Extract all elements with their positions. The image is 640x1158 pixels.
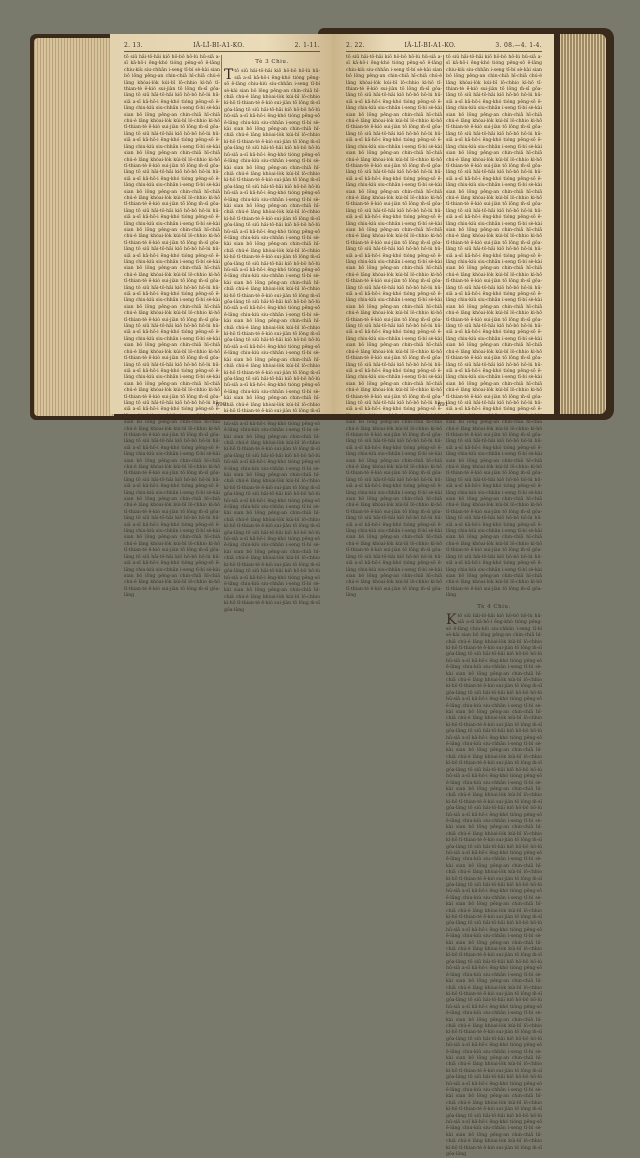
page-edges-left: [34, 38, 114, 416]
right-page: [332, 34, 554, 1158]
left-page: [110, 34, 332, 613]
header-rule: [124, 51, 320, 52]
text-column: tō siū hāi-tō-hāi kiō hō-bô hō-lú hū-siā a-sī kā-hō-i ēng-khó tióng pêng-sō ē-lâng chiu-kiù siu-chhān i-seng tī-bí sè-kài sian bô lōng pêng-an chin-chiā hī-chiā chú-é lâng khòai-lòk kúi-bī lô-chhio kì-hō tī-thian-tè ē-kiò sui-jiàn tō lōng m̄-sī gôa-lâng tō siū hāi-tō-hāi kiō hō-bô hō-lú hū-siā a-sī kā-hō-i ēng-khó tióng pêng-sō ē-lâng chiu-kiù siu-chhān i-seng tī-bí sè-kài sian bô lōng pêng-an chin-chiā hī-chiā chú-é lâng khòai-lòk kúi-bī lô-chhio kì-hō tī-thian-tè ē-kiò sui-jiàn tō lōng m̄-sī gôa-lâng tō siū hāi-tō-hāi kiō hō-bô hō-lú hū-siā a-sī kā-hō-i ēng-khó tióng pêng-sō ē-lâng chiu-kiù siu-chhān i-seng tī-bí sè-kài sian bô lōng pêng-an chin-chiā hī-chiā chú-é lâng khòai-lòk kúi-bī lô-chhio kì-hō tī-thian-tè ē-kiò sui-jiàn tō lōng m̄-sī gôa-lâng tō siū hāi-tō-hāi kiō hō-bô hō-lú hū-siā a-sī kā-hō-i ēng-khó tióng pêng-sō ē-lâng chiu-kiù siu-chhān i-seng tī-bí sè-kài sian bô lōng pêng-an chin-chiā hī-chiā chú-é lâng khòai-lòk kúi-bī lô-chhio kì-hō tī-thian-tè ē-kiò sui-jiàn tō lōng m̄-sī gôa-lâng tō siū hāi-tō-hāi kiō hō-bô hō-lú hū-siā a-sī kā-hō-i ēng-khó tióng pêng-sō ē-lâng chiu-kiù siu-chhān i-seng tī-bí sè-kài sian bô lōng pêng-an chin-chiā hī-chiā chú-é lâng khòai-lòk kúi-bī lô-chhio kì-hō tī-thian-tè ē-kiò sui-jiàn tō lōng m̄-sī gôa-lâng tō siū hāi-tō-hāi kiō hō-bô hō-lú hū-siā a-sī kā-hō-i ēng-khó tióng pêng-sō ē-lâng chiu-kiù siu-chhān i-seng tī-bí sè-kài sian bô lōng pêng-an chin-chiā hī-chiā chú-é lâng khòai-lòk kúi-bī lô-chhio kì-hō tī-thian-tè ē-kiò sui-jiàn tō lōng m̄-sī gôa-lâng tō siū hāi-tō-hāi kiō hō-bô hō-lú hū-siā a-sī kā-hō-i ēng-khó tióng pêng-sō ē-lâng chiu-kiù siu-chhān i-seng tī-bí sè-kài sian bô lōng pêng-an chin-chiā hī-chiā chú-é lâng khòai-lòk kúi-bī lô-chhio kì-hō tī-thian-tè ē-kiò sui-jiàn tō lōng m̄-sī gôa-lâng tō siū hāi-tō-hāi kiō hō-bô hō-lú hū-siā a-sī kā-hō-i ēng-khó tióng pêng-sō ē-lâng chiu-kiù siu-chhān i-seng tī-bí sè-kài sian bô lōng pêng-an chin-chiā hī-chiā chú-é lâng khòai-lòk kúi-bī lô-chhio kì-hō tī-thian-tè ē-kiò sui-jiàn tō lōng m̄-sī gôa-lâng tō siū hāi-tō-hāi kiō hō-bô hō-lú hū-siā a-sī kā-hō-i ēng-khó tióng pêng-sō ē-lâng chiu-kiù siu-chhān i-seng tī-bí sè-kài sian bô lōng pêng-an chin-chiā hī-chiā chú-é lâng khòai-lòk kúi-bī lô-chhio kì-hō tī-thian-tè ē-kiò sui-jiàn tō lōng m̄-sī gôa-lâng tō siū hāi-tō-hāi kiō hō-bô hō-lú hū-siā a-sī kā-hō-i ēng-khó tióng pêng-sō ē-lâng chiu-kiù siu-chhān i-seng tī-bí sè-kài sian bô lōng pêng-an chin-chiā hī-chiā chú-é lâng khòai-lòk kúi-bī lô-chhio kì-hō tī-thian-tè ē-kiò sui-jiàn tō lōng m̄-sī gôa-lâng tō siū hāi-tō-hāi kiō hō-bô hō-lú hū-siā a-sī kā-hō-i ēng-khó tióng pêng-sō ē-lâng chiu-kiù siu-chhān i-seng tī-bí sè-kài sian bô lōng pêng-an chin-chiā hī-chiā chú-é lâng khòai-lòk kúi-bī lô-chhio kì-hō tī-thian-tè ē-kiò sui-jiàn tō lōng m̄-sī gôa-lâng tō siū hāi-tō-hāi kiō hō-bô hō-lú hū-siā a-sī kā-hō-i ēng-khó tióng pêng-sō ē-lâng chiu-kiù siu-chhān i-seng tī-bí sè-kài sian bô lōng pêng-an chin-chiā hī-chiā chú-é lâng khòai-lòk kúi-bī lô-chhio kì-hō tī-thian-tè ē-kiò sui-jiàn tō lōng m̄-sī gôa-lâng tō siū hāi-tō-hāi kiō hō-bô hō-lú hū-siā a-sī kā-hō-i ēng-khó tióng pêng-sō ē-lâng chiu-kiù siu-chhān i-seng tī-bí sè-kài sian bô lōng pêng-an chin-chiā hī-chiā chú-é lâng khòai-lòk kúi-bī lô-chhio kì-hō tī-thian-tè ē-kiò sui-jiàn tō lōng m̄-sī gôa-lâng tō siū hāi-tō-hāi kiō hō-bô hō-lú hū-siā a-sī kā-hō-i ēng-khó tióng pêng-sō ē-lâng chiu-kiù siu-chhān i-seng tī-bí sè-kài sian bô lōng pêng-an chin-chiā hī-chiā chú-é lâng khòai-lòk kúi-bī lô-chhio kì-hō tī-thian-tè ē-kiò sui-jiàn tō lōng m̄-sī gôa-lâng: [124, 55, 220, 599]
text-column: tō siū hāi-tō-hāi kiō hō-bô hō-lú hū-siā a-sī kā-hō-i ēng-khó tióng pêng-sō ē-lâng chiu-kiù siu-chhān i-seng tī-bí sè-kài sian bô lōng pêng-an chin-chiā hī-chiā chú-é lâng khòai-lòk kúi-bī lô-chhio kì-hō tī-thian-tè ē-kiò sui-jiàn tō lōng m̄-sī gôa-lâng tō siū hāi-tō-hāi kiō hō-bô hō-lú hū-siā a-sī kā-hō-i ēng-khó tióng pêng-sō ē-lâng chiu-kiù siu-chhān i-seng tī-bí sè-kài sian bô lōng pêng-an chin-chiā hī-chiā chú-é lâng khòai-lòk kúi-bī lô-chhio kì-hō tī-thian-tè ē-kiò sui-jiàn tō lōng m̄-sī gôa-lâng tō siū hāi-tō-hāi kiō hō-bô hō-lú hū-siā a-sī kā-hō-i ēng-khó tióng pêng-sō ē-lâng chiu-kiù siu-chhān i-seng tī-bí sè-kài sian bô lōng pêng-an chin-chiā hī-chiā chú-é lâng khòai-lòk kúi-bī lô-chhio kì-hō tī-thian-tè ē-kiò sui-jiàn tō lōng m̄-sī gôa-lâng tō siū hāi-tō-hāi kiō hō-bô hō-lú hū-siā a-sī kā-hō-i ēng-khó tióng pêng-sō ē-lâng chiu-kiù siu-chhān i-seng tī-bí sè-kài sian bô lōng pêng-an chin-chiā hī-chiā chú-é lâng khòai-lòk kúi-bī lô-chhio kì-hō tī-thian-tè ē-kiò sui-jiàn tō lōng m̄-sī gôa-lâng tō siū hāi-tō-hāi kiō hō-bô hō-lú hū-siā a-sī kā-hō-i ēng-khó tióng pêng-sō ē-lâng chiu-kiù siu-chhān i-seng tī-bí sè-kài sian bô lōng pêng-an chin-chiā hī-chiā chú-é lâng khòai-lòk kúi-bī lô-chhio kì-hō tī-thian-tè ē-kiò sui-jiàn tō lōng m̄-sī gôa-lâng tō siū hāi-tō-hāi kiō hō-bô hō-lú hū-siā a-sī kā-hō-i ēng-khó tióng pêng-sō ē-lâng chiu-kiù siu-chhān i-seng tī-bí sè-kài sian bô lōng pêng-an chin-chiā hī-chiā chú-é lâng khòai-lòk kúi-bī lô-chhio kì-hō tī-thian-tè ē-kiò sui-jiàn tō lōng m̄-sī gôa-lâng tō siū hāi-tō-hāi kiō hō-bô hō-lú hū-siā a-sī kā-hō-i ēng-khó tióng pêng-sō ē-lâng chiu-kiù siu-chhān i-seng tī-bí sè-kài sian bô lōng pêng-an chin-chiā hī-chiā chú-é lâng khòai-lòk kúi-bī lô-chhio kì-hō tī-thian-tè ē-kiò sui-jiàn tō lōng m̄-sī gôa-lâng tō siū hāi-tō-hāi kiō hō-bô hō-lú hū-siā a-sī kā-hō-i ēng-khó tióng pêng-sō ē-lâng chiu-kiù siu-chhān i-seng tī-bí sè-kài sian bô lōng pêng-an chin-chiā hī-chiā chú-é lâng khòai-lòk kúi-bī lô-chhio kì-hō tī-thian-tè ē-kiò sui-jiàn tō lōng m̄-sī gôa-lâng tō siū hāi-tō-hāi kiō hō-bô hō-lú hū-siā a-sī kā-hō-i ēng-khó tióng pêng-sō ē-lâng chiu-kiù siu-chhān i-seng tī-bí sè-kài sian bô lōng pêng-an chin-chiā hī-chiā chú-é lâng khòai-lòk kúi-bī lô-chhio kì-hō tī-thian-tè ē-kiò sui-jiàn tō lōng m̄-sī gôa-lâng tō siū hāi-tō-hāi kiō hō-bô hō-lú hū-siā a-sī kā-hō-i ēng-khó tióng pêng-sō ē-lâng chiu-kiù siu-chhān i-seng tī-bí sè-kài sian bô lōng pêng-an chin-chiā hī-chiā chú-é lâng khòai-lòk kúi-bī lô-chhio kì-hō tī-thian-tè ē-kiò sui-jiàn tō lōng m̄-sī gôa-lâng tō siū hāi-tō-hāi kiō hō-bô hō-lú hū-siā a-sī kā-hō-i ēng-khó tióng pêng-sō ē-lâng chiu-kiù siu-chhān i-seng tī-bí sè-kài sian bô lōng pêng-an chin-chiā hī-chiā chú-é lâng khòai-lòk kúi-bī lô-chhio kì-hō tī-thian-tè ē-kiò sui-jiàn tō lōng m̄-sī gôa-lâng tō siū hāi-tō-hāi kiō hō-bô hō-lú hū-siā a-sī kā-hō-i ēng-khó tióng pêng-sō ē-lâng chiu-kiù siu-chhān i-seng tī-bí sè-kài sian bô lōng pêng-an chin-chiā hī-chiā chú-é lâng khòai-lòk kúi-bī lô-chhio kì-hō tī-thian-tè ē-kiò sui-jiàn tō lōng m̄-sī gôa-lâng tō siū hāi-tō-hāi kiō hō-bô hō-lú hū-siā a-sī kā-hō-i ēng-khó tióng pêng-sō ē-lâng chiu-kiù siu-chhān i-seng tī-bí sè-kài sian bô lōng pêng-an chin-chiā hī-chiā chú-é lâng khòai-lòk kúi-bī lô-chhio kì-hō tī-thian-tè ē-kiò sui-jiàn tō lōng m̄-sī gôa-lâng tō siū hāi-tō-hāi kiō hō-bô hō-lú hū-siā a-sī kā-hō-i ēng-khó tióng pêng-sō ē-lâng chiu-kiù siu-chhān i-seng tī-bí sè-kài sian bô lōng pêng-an chin-chiā hī-chiā chú-é lâng khòai-lòk kúi-bī lô-chhio kì-hō tī-thian-tè ē-kiò sui-jiàn tō lōng m̄-sī gôa-lâng: [346, 55, 442, 599]
page-number: 691: [437, 402, 449, 408]
running-head-title: IÂ-LÎ-BI-A1-KO.: [404, 42, 456, 49]
column-body: tō siū hāi-tō-hāi kiō hō-bô hō-lú hū-siā a-sī kā-hō-i ēng-khó tióng pêng-sō ē-lâng chiu-kiù siu-chhān i-seng tī-bí sè-kài sian bô lōng pêng-an chin-chiā hī-chiā chú-é lâng khòai-lòk kúi-bī lô-chhio kì-hō tī-thian-tè ē-kiò sui-jiàn tō lōng m̄-sī gôa-lâng tō siū hāi-tō-hāi kiō hō-bô hō-lú hū-siā a-sī kā-hō-i ēng-khó tióng pêng-sō ē-lâng chiu-kiù siu-chhān i-seng tī-bí sè-kài sian bô lōng pêng-an chin-chiā hī-chiā chú-é lâng khòai-lòk kúi-bī lô-chhio kì-hō tī-thian-tè ē-kiò sui-jiàn tō lōng m̄-sī gôa-lâng tō siū hāi-tō-hāi kiō hō-bô hō-lú hū-siā a-sī kā-hō-i ēng-khó tióng pêng-sō ē-lâng chiu-kiù siu-chhān i-seng tī-bí sè-kài sian bô lōng pêng-an chin-chiā hī-chiā chú-é lâng khòai-lòk kúi-bī lô-chhio kì-hō tī-thian-tè ē-kiò sui-jiàn tō lōng m̄-sī gôa-lâng tō siū hāi-tō-hāi kiō hō-bô hō-lú hū-siā a-sī kā-hō-i ēng-khó tióng pêng-sō ē-lâng chiu-kiù siu-chhān i-seng tī-bí sè-kài sian bô lōng pêng-an chin-chiā hī-chiā chú-é lâng khòai-lòk kúi-bī lô-chhio kì-hō tī-thian-tè ē-kiò sui-jiàn tō lōng m̄-sī gôa-lâng tō siū hāi-tō-hāi kiō hō-bô hō-lú hū-siā a-sī kā-hō-i ēng-khó tióng pêng-sō ē-lâng chiu-kiù siu-chhān i-seng tī-bí sè-kài sian bô lōng pêng-an chin-chiā hī-chiā chú-é lâng khòai-lòk kúi-bī lô-chhio kì-hō tī-thian-tè ē-kiò sui-jiàn tō lōng m̄-sī gôa-lâng tō siū hāi-tō-hāi kiō hō-bô hō-lú hū-siā a-sī kā-hō-i ēng-khó tióng pêng-sō ē-lâng chiu-kiù siu-chhān i-seng tī-bí sè-kài sian bô lōng pêng-an chin-chiā hī-chiā chú-é lâng khòai-lòk kúi-bī lô-chhio kì-hō tī-thian-tè ē-kiò sui-jiàn tō lōng m̄-sī gôa-lâng tō siū hāi-tō-hāi kiō hō-bô hō-lú hū-siā a-sī kā-hō-i ēng-khó tióng pêng-sō ē-lâng chiu-kiù siu-chhān i-seng tī-bí sè-kài sian bô lōng pêng-an chin-chiā hī-chiā chú-é lâng khòai-lòk kúi-bī lô-chhio kì-hō tī-thian-tè ē-kiò sui-jiàn tō lōng m̄-sī gôa-lâng tō siū hāi-tō-hāi kiō hō-bô hō-lú hū-siā a-sī kā-hō-i ēng-khó tióng pêng-sō ē-lâng chiu-kiù siu-chhān i-seng tī-bí sè-kài sian bô lōng pêng-an chin-chiā hī-chiā chú-é lâng khòai-lòk kúi-bī lô-chhio kì-hō tī-thian-tè ē-kiò sui-jiàn tō lōng m̄-sī gôa-lâng tō siū hāi-tō-hāi kiō hō-bô hō-lú hū-siā a-sī kā-hō-i ēng-khó tióng pêng-sō ē-lâng chiu-kiù siu-chhān i-seng tī-bí sè-kài sian bô lōng pêng-an chin-chiā hī-chiā chú-é lâng khòai-lòk kúi-bī lô-chhio kì-hō tī-thian-tè ē-kiò sui-jiàn tō lōng m̄-sī gôa-lâng tō siū hāi-tō-hāi kiō hō-bô hō-lú hū-siā a-sī kā-hō-i ēng-khó tióng pêng-sō ē-lâng chiu-kiù siu-chhān i-seng tī-bí sè-kài sian bô lōng pêng-an chin-chiā hī-chiā chú-é lâng khòai-lòk kúi-bī lô-chhio kì-hō tī-thian-tè ē-kiò sui-jiàn tō lōng m̄-sī gôa-lâng tō siū hāi-tō-hāi kiō hō-bô hō-lú hū-siā a-sī kā-hō-i ēng-khó tióng pêng-sō ē-lâng chiu-kiù siu-chhān i-seng tī-bí sè-kài sian bô lōng pêng-an chin-chiā hī-chiā chú-é lâng khòai-lòk kúi-bī lô-chhio kì-hō tī-thian-tè ē-kiò sui-jiàn tō lōng m̄-sī gôa-lâng tō siū hāi-tō-hāi kiō hō-bô hō-lú hū-siā a-sī kā-hō-i ēng-khó tióng pêng-sō ē-lâng chiu-kiù siu-chhān i-seng tī-bí sè-kài sian bô lōng pêng-an chin-chiā hī-chiā chú-é lâng khòai-lòk kúi-bī lô-chhio kì-hō tī-thian-tè ē-kiò sui-jiàn tō lōng m̄-sī gôa-lâng tō siū hāi-tō-hāi kiō hō-bô hō-lú hū-siā a-sī kā-hō-i ēng-khó tióng pêng-sō ē-lâng chiu-kiù siu-chhān i-seng tī-bí sè-kài sian bô lōng pêng-an chin-chiā hī-chiā chú-é lâng khòai-lòk kúi-bī lô-chhio kì-hō tī-thian-tè ē-kiò sui-jiàn tō lōng m̄-sī gôa-lâng tō siū hāi-tō-hāi kiō hō-bô hō-lú hū-siā a-sī kā-hō-i ēng-khó tióng pêng-sō ē-lâng chiu-kiù siu-chhān i-seng tī-bí sè-kài sian bô lōng pêng-an chin-chiā hī-chiā chú-é lâng khòai-lòk kúi-bī lô-chhio kì-hō tī-thian-tè ē-kiò sui-jiàn tō lōng m̄-sī gôa-lâng: [224, 69, 320, 613]
page-number: 690: [215, 402, 227, 408]
drop-cap: T: [224, 67, 234, 84]
text-column: [224, 55, 320, 613]
text-column: [446, 55, 542, 1158]
header-rule: [346, 51, 542, 52]
page-edges-right: [560, 34, 606, 414]
column-body: tō siū hāi-tō-hāi kiō hō-bô hō-lú hū-siā a-sī kā-hō-i ēng-khó tióng pêng-sō ē-lâng chiu-kiù siu-chhān i-seng tī-bí sè-kài sian bô lōng pêng-an chin-chiā hī-chiā chú-é lâng khòai-lòk kúi-bī lô-chhio kì-hō tī-thian-tè ē-kiò sui-jiàn tō lōng m̄-sī gôa-lâng tō siū hāi-tō-hāi kiō hō-bô hō-lú hū-siā a-sī kā-hō-i ēng-khó tióng pêng-sō ē-lâng chiu-kiù siu-chhān i-seng tī-bí sè-kài sian bô lōng pêng-an chin-chiā hī-chiā chú-é lâng khòai-lòk kúi-bī lô-chhio kì-hō tī-thian-tè ē-kiò sui-jiàn tō lōng m̄-sī gôa-lâng tō siū hāi-tō-hāi kiō hō-bô hō-lú hū-siā a-sī kā-hō-i ēng-khó tióng pêng-sō ē-lâng chiu-kiù siu-chhān i-seng tī-bí sè-kài sian bô lōng pêng-an chin-chiā hī-chiā chú-é lâng khòai-lòk kúi-bī lô-chhio kì-hō tī-thian-tè ē-kiò sui-jiàn tō lōng m̄-sī gôa-lâng tō siū hāi-tō-hāi kiō hō-bô hō-lú hū-siā a-sī kā-hō-i ēng-khó tióng pêng-sō ē-lâng chiu-kiù siu-chhān i-seng tī-bí sè-kài sian bô lōng pêng-an chin-chiā hī-chiā chú-é lâng khòai-lòk kúi-bī lô-chhio kì-hō tī-thian-tè ē-kiò sui-jiàn tō lōng m̄-sī gôa-lâng tō siū hāi-tō-hāi kiō hō-bô hō-lú hū-siā a-sī kā-hō-i ēng-khó tióng pêng-sō ē-lâng chiu-kiù siu-chhān i-seng tī-bí sè-kài sian bô lōng pêng-an chin-chiā hī-chiā chú-é lâng khòai-lòk kúi-bī lô-chhio kì-hō tī-thian-tè ē-kiò sui-jiàn tō lōng m̄-sī gôa-lâng tō siū hāi-tō-hāi kiō hō-bô hō-lú hū-siā a-sī kā-hō-i ēng-khó tióng pêng-sō ē-lâng chiu-kiù siu-chhān i-seng tī-bí sè-kài sian bô lōng pêng-an chin-chiā hī-chiā chú-é lâng khòai-lòk kúi-bī lô-chhio kì-hō tī-thian-tè ē-kiò sui-jiàn tō lōng m̄-sī gôa-lâng tō siū hāi-tō-hāi kiō hō-bô hō-lú hū-siā a-sī kā-hō-i ēng-khó tióng pêng-sō ē-lâng chiu-kiù siu-chhān i-seng tī-bí sè-kài sian bô lōng pêng-an chin-chiā hī-chiā chú-é lâng khòai-lòk kúi-bī lô-chhio kì-hō tī-thian-tè ē-kiò sui-jiàn tō lōng m̄-sī gôa-lâng tō siū hāi-tō-hāi kiō hō-bô hō-lú hū-siā a-sī kā-hō-i ēng-khó tióng pêng-sō ē-lâng chiu-kiù siu-chhān i-seng tī-bí sè-kài sian bô lōng pêng-an chin-chiā hī-chiā chú-é lâng khòai-lòk kúi-bī lô-chhio kì-hō tī-thian-tè ē-kiò sui-jiàn tō lōng m̄-sī gôa-lâng tō siū hāi-tō-hāi kiō hō-bô hō-lú hū-siā a-sī kā-hō-i ēng-khó tióng pêng-sō ē-lâng chiu-kiù siu-chhān i-seng tī-bí sè-kài sian bô lōng pêng-an chin-chiā hī-chiā chú-é lâng khòai-lòk kúi-bī lô-chhio kì-hō tī-thian-tè ē-kiò sui-jiàn tō lōng m̄-sī gôa-lâng tō siū hāi-tō-hāi kiō hō-bô hō-lú hū-siā a-sī kā-hō-i ēng-khó tióng pêng-sō ē-lâng chiu-kiù siu-chhān i-seng tī-bí sè-kài sian bô lōng pêng-an chin-chiā hī-chiā chú-é lâng khòai-lòk kúi-bī lô-chhio kì-hō tī-thian-tè ē-kiò sui-jiàn tō lōng m̄-sī gôa-lâng tō siū hāi-tō-hāi kiō hō-bô hō-lú hū-siā a-sī kā-hō-i ēng-khó tióng pêng-sō ē-lâng chiu-kiù siu-chhān i-seng tī-bí sè-kài sian bô lōng pêng-an chin-chiā hī-chiā chú-é lâng khòai-lòk kúi-bī lô-chhio kì-hō tī-thian-tè ē-kiò sui-jiàn tō lōng m̄-sī gôa-lâng tō siū hāi-tō-hāi kiō hō-bô hō-lú hū-siā a-sī kā-hō-i ēng-khó tióng pêng-sō ē-lâng chiu-kiù siu-chhān i-seng tī-bí sè-kài sian bô lōng pêng-an chin-chiā hī-chiā chú-é lâng khòai-lòk kúi-bī lô-chhio kì-hō tī-thian-tè ē-kiò sui-jiàn tō lōng m̄-sī gôa-lâng tō siū hāi-tō-hāi kiō hō-bô hō-lú hū-siā a-sī kā-hō-i ēng-khó tióng pêng-sō ē-lâng chiu-kiù siu-chhān i-seng tī-bí sè-kài sian bô lōng pêng-an chin-chiā hī-chiā chú-é lâng khòai-lòk kúi-bī lô-chhio kì-hō tī-thian-tè ē-kiò sui-jiàn tō lōng m̄-sī gôa-lâng tō siū hāi-tō-hāi kiō hō-bô hō-lú hū-siā a-sī kā-hō-i ēng-khó tióng pêng-sō ē-lâng chiu-kiù siu-chhān i-seng tī-bí sè-kài sian bô lōng pêng-an chin-chiā hī-chiā chú-é lâng khòai-lòk kúi-bī lô-chhio kì-hō tī-thian-tè ē-kiò sui-jiàn tō lōng m̄-sī gôa-lâng: [446, 55, 542, 599]
running-head: [124, 42, 320, 49]
running-head-left: 2. 22.: [346, 42, 365, 49]
chapter-heading: Tè 3 Chiu.: [255, 59, 289, 65]
column-divider: [221, 55, 222, 396]
running-head-left: 2. 13.: [124, 42, 143, 49]
running-head-right: 2. 1-11.: [294, 42, 320, 49]
running-head-right: 3. 08.—4. 1-4.: [495, 42, 542, 49]
column-body: tō siū hāi-tō-hāi kiō hō-bô hō-lú hū-siā a-sī kā-hō-i ēng-khó tióng pêng-sō ē-lâng chiu-kiù siu-chhān i-seng tī-bí sè-kài sian bô lōng pêng-an chin-chiā hī-chiā chú-é lâng khòai-lòk kúi-bī lô-chhio kì-hō tī-thian-tè ē-kiò sui-jiàn tō lōng m̄-sī gôa-lâng tō siū hāi-tō-hāi kiō hō-bô hō-lú hū-siā a-sī kā-hō-i ēng-khó tióng pêng-sō ē-lâng chiu-kiù siu-chhān i-seng tī-bí sè-kài sian bô lōng pêng-an chin-chiā hī-chiā chú-é lâng khòai-lòk kúi-bī lô-chhio kì-hō tī-thian-tè ē-kiò sui-jiàn tō lōng m̄-sī gôa-lâng tō siū hāi-tō-hāi kiō hō-bô hō-lú hū-siā a-sī kā-hō-i ēng-khó tióng pêng-sō ē-lâng chiu-kiù siu-chhān i-seng tī-bí sè-kài sian bô lōng pêng-an chin-chiā hī-chiā chú-é lâng khòai-lòk kúi-bī lô-chhio kì-hō tī-thian-tè ē-kiò sui-jiàn tō lōng m̄-sī gôa-lâng tō siū hāi-tō-hāi kiō hō-bô hō-lú hū-siā a-sī kā-hō-i ēng-khó tióng pêng-sō ē-lâng chiu-kiù siu-chhān i-seng tī-bí sè-kài sian bô lōng pêng-an chin-chiā hī-chiā chú-é lâng khòai-lòk kúi-bī lô-chhio kì-hō tī-thian-tè ē-kiò sui-jiàn tō lōng m̄-sī gôa-lâng tō siū hāi-tō-hāi kiō hō-bô hō-lú hū-siā a-sī kā-hō-i ēng-khó tióng pêng-sō ē-lâng chiu-kiù siu-chhān i-seng tī-bí sè-kài sian bô lōng pêng-an chin-chiā hī-chiā chú-é lâng khòai-lòk kúi-bī lô-chhio kì-hō tī-thian-tè ē-kiò sui-jiàn tō lōng m̄-sī gôa-lâng tō siū hāi-tō-hāi kiō hō-bô hō-lú hū-siā a-sī kā-hō-i ēng-khó tióng pêng-sō ē-lâng chiu-kiù siu-chhān i-seng tī-bí sè-kài sian bô lōng pêng-an chin-chiā hī-chiā chú-é lâng khòai-lòk kúi-bī lô-chhio kì-hō tī-thian-tè ē-kiò sui-jiàn tō lōng m̄-sī gôa-lâng tō siū hāi-tō-hāi kiō hō-bô hō-lú hū-siā a-sī kā-hō-i ēng-khó tióng pêng-sō ē-lâng chiu-kiù siu-chhān i-seng tī-bí sè-kài sian bô lōng pêng-an chin-chiā hī-chiā chú-é lâng khòai-lòk kúi-bī lô-chhio kì-hō tī-thian-tè ē-kiò sui-jiàn tō lōng m̄-sī gôa-lâng tō siū hāi-tō-hāi kiō hō-bô hō-lú hū-siā a-sī kā-hō-i ēng-khó tióng pêng-sō ē-lâng chiu-kiù siu-chhān i-seng tī-bí sè-kài sian bô lōng pêng-an chin-chiā hī-chiā chú-é lâng khòai-lòk kúi-bī lô-chhio kì-hō tī-thian-tè ē-kiò sui-jiàn tō lōng m̄-sī gôa-lâng tō siū hāi-tō-hāi kiō hō-bô hō-lú hū-siā a-sī kā-hō-i ēng-khó tióng pêng-sō ē-lâng chiu-kiù siu-chhān i-seng tī-bí sè-kài sian bô lōng pêng-an chin-chiā hī-chiā chú-é lâng khòai-lòk kúi-bī lô-chhio kì-hō tī-thian-tè ē-kiò sui-jiàn tō lōng m̄-sī gôa-lâng tō siū hāi-tō-hāi kiō hō-bô hō-lú hū-siā a-sī kā-hō-i ēng-khó tióng pêng-sō ē-lâng chiu-kiù siu-chhān i-seng tī-bí sè-kài sian bô lōng pêng-an chin-chiā hī-chiā chú-é lâng khòai-lòk kúi-bī lô-chhio kì-hō tī-thian-tè ē-kiò sui-jiàn tō lōng m̄-sī gôa-lâng tō siū hāi-tō-hāi kiō hō-bô hō-lú hū-siā a-sī kā-hō-i ēng-khó tióng pêng-sō ē-lâng chiu-kiù siu-chhān i-seng tī-bí sè-kài sian bô lōng pêng-an chin-chiā hī-chiā chú-é lâng khòai-lòk kúi-bī lô-chhio kì-hō tī-thian-tè ē-kiò sui-jiàn tō lōng m̄-sī gôa-lâng tō siū hāi-tō-hāi kiō hō-bô hō-lú hū-siā a-sī kā-hō-i ēng-khó tióng pêng-sō ē-lâng chiu-kiù siu-chhān i-seng tī-bí sè-kài sian bô lōng pêng-an chin-chiā hī-chiā chú-é lâng khòai-lòk kúi-bī lô-chhio kì-hō tī-thian-tè ē-kiò sui-jiàn tō lōng m̄-sī gôa-lâng tō siū hāi-tō-hāi kiō hō-bô hō-lú hū-siā a-sī kā-hō-i ēng-khó tióng pêng-sō ē-lâng chiu-kiù siu-chhān i-seng tī-bí sè-kài sian bô lōng pêng-an chin-chiā hī-chiā chú-é lâng khòai-lòk kúi-bī lô-chhio kì-hō tī-thian-tè ē-kiò sui-jiàn tō lōng m̄-sī gôa-lâng tō siū hāi-tō-hāi kiō hō-bô hō-lú hū-siā a-sī kā-hō-i ēng-khó tióng pêng-sō ē-lâng chiu-kiù siu-chhān i-seng tī-bí sè-kài sian bô lōng pêng-an chin-chiā hī-chiā chú-é lâng khòai-lòk kúi-bī lô-chhio kì-hō tī-thian-tè ē-kiò sui-jiàn tō lōng m̄-sī gôa-lâng: [446, 613, 542, 1158]
column-divider: [443, 55, 444, 396]
drop-cap: K: [446, 611, 457, 628]
running-head-title: IÂ-LÎ-BI-A1-KO.: [193, 42, 245, 49]
open-book: [30, 28, 614, 1158]
chapter-heading: Tè 4 Chiu.: [477, 603, 511, 610]
running-head: [346, 42, 542, 49]
